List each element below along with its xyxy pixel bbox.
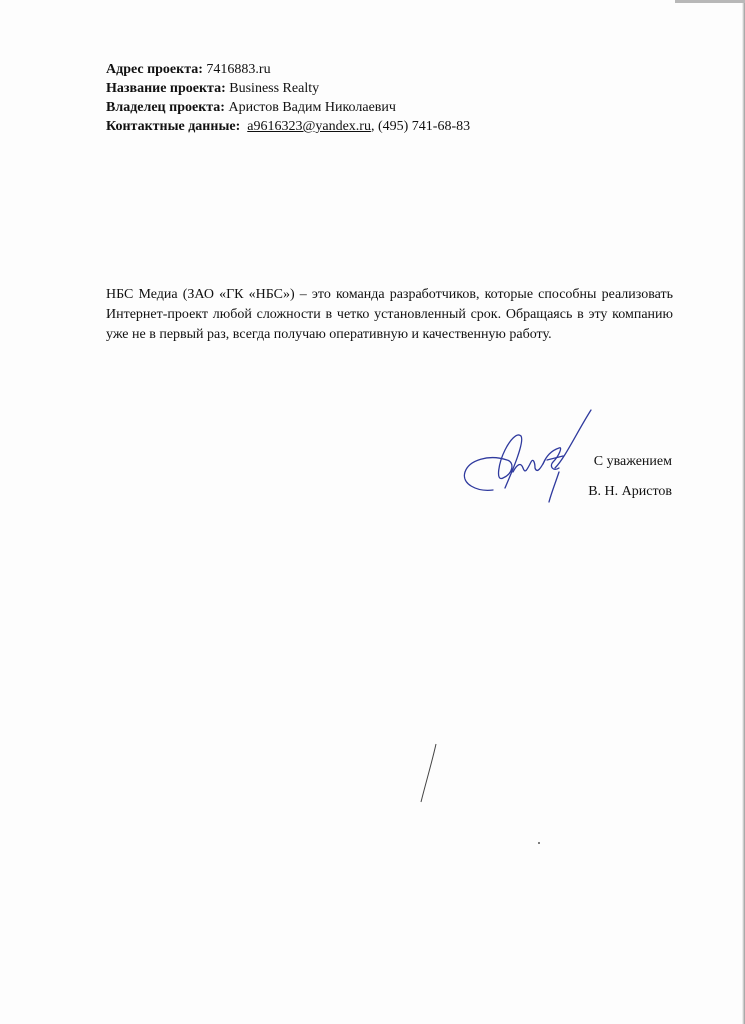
project-name-row (106, 79, 666, 98)
contact-label: Контактные данные: (106, 119, 241, 134)
contact-phone: , (495) 741-68-83 (370, 119, 471, 134)
project-owner-value: Аристов Вадим Николаевич (228, 100, 396, 115)
signer-name: В. Н. Аристов (588, 484, 672, 499)
handwritten-signature (455, 402, 605, 512)
closing-block (588, 452, 672, 502)
project-owner-label: Владелец проекта: (106, 100, 225, 115)
project-name-value: Business Realty (229, 81, 320, 96)
project-address-label: Адрес проекта: (106, 62, 203, 77)
scan-speck (538, 842, 540, 844)
contact-email: a9616323@yandex.ru (247, 119, 371, 134)
project-name-label: Название проекта: (106, 81, 226, 96)
project-info-block (106, 60, 666, 136)
scan-edge-shadow-top (675, 0, 745, 3)
pen-mark (418, 742, 438, 804)
project-address-value: 7416883.ru (206, 62, 271, 77)
testimonial-paragraph: НБС Медиа (ЗАО «ГК «НБС») – это команда разработчиков, которые способны реализовать Интернет-проект любой сложности в четко установленный срок. Обращаясь в эту компанию уже не в первый раз, всегда получаю оперативную и качественную работу. (106, 287, 673, 342)
project-address-row (106, 60, 666, 79)
project-owner-row (106, 98, 666, 117)
closing-regards: С уважением (593, 454, 672, 469)
contact-row (106, 117, 666, 136)
